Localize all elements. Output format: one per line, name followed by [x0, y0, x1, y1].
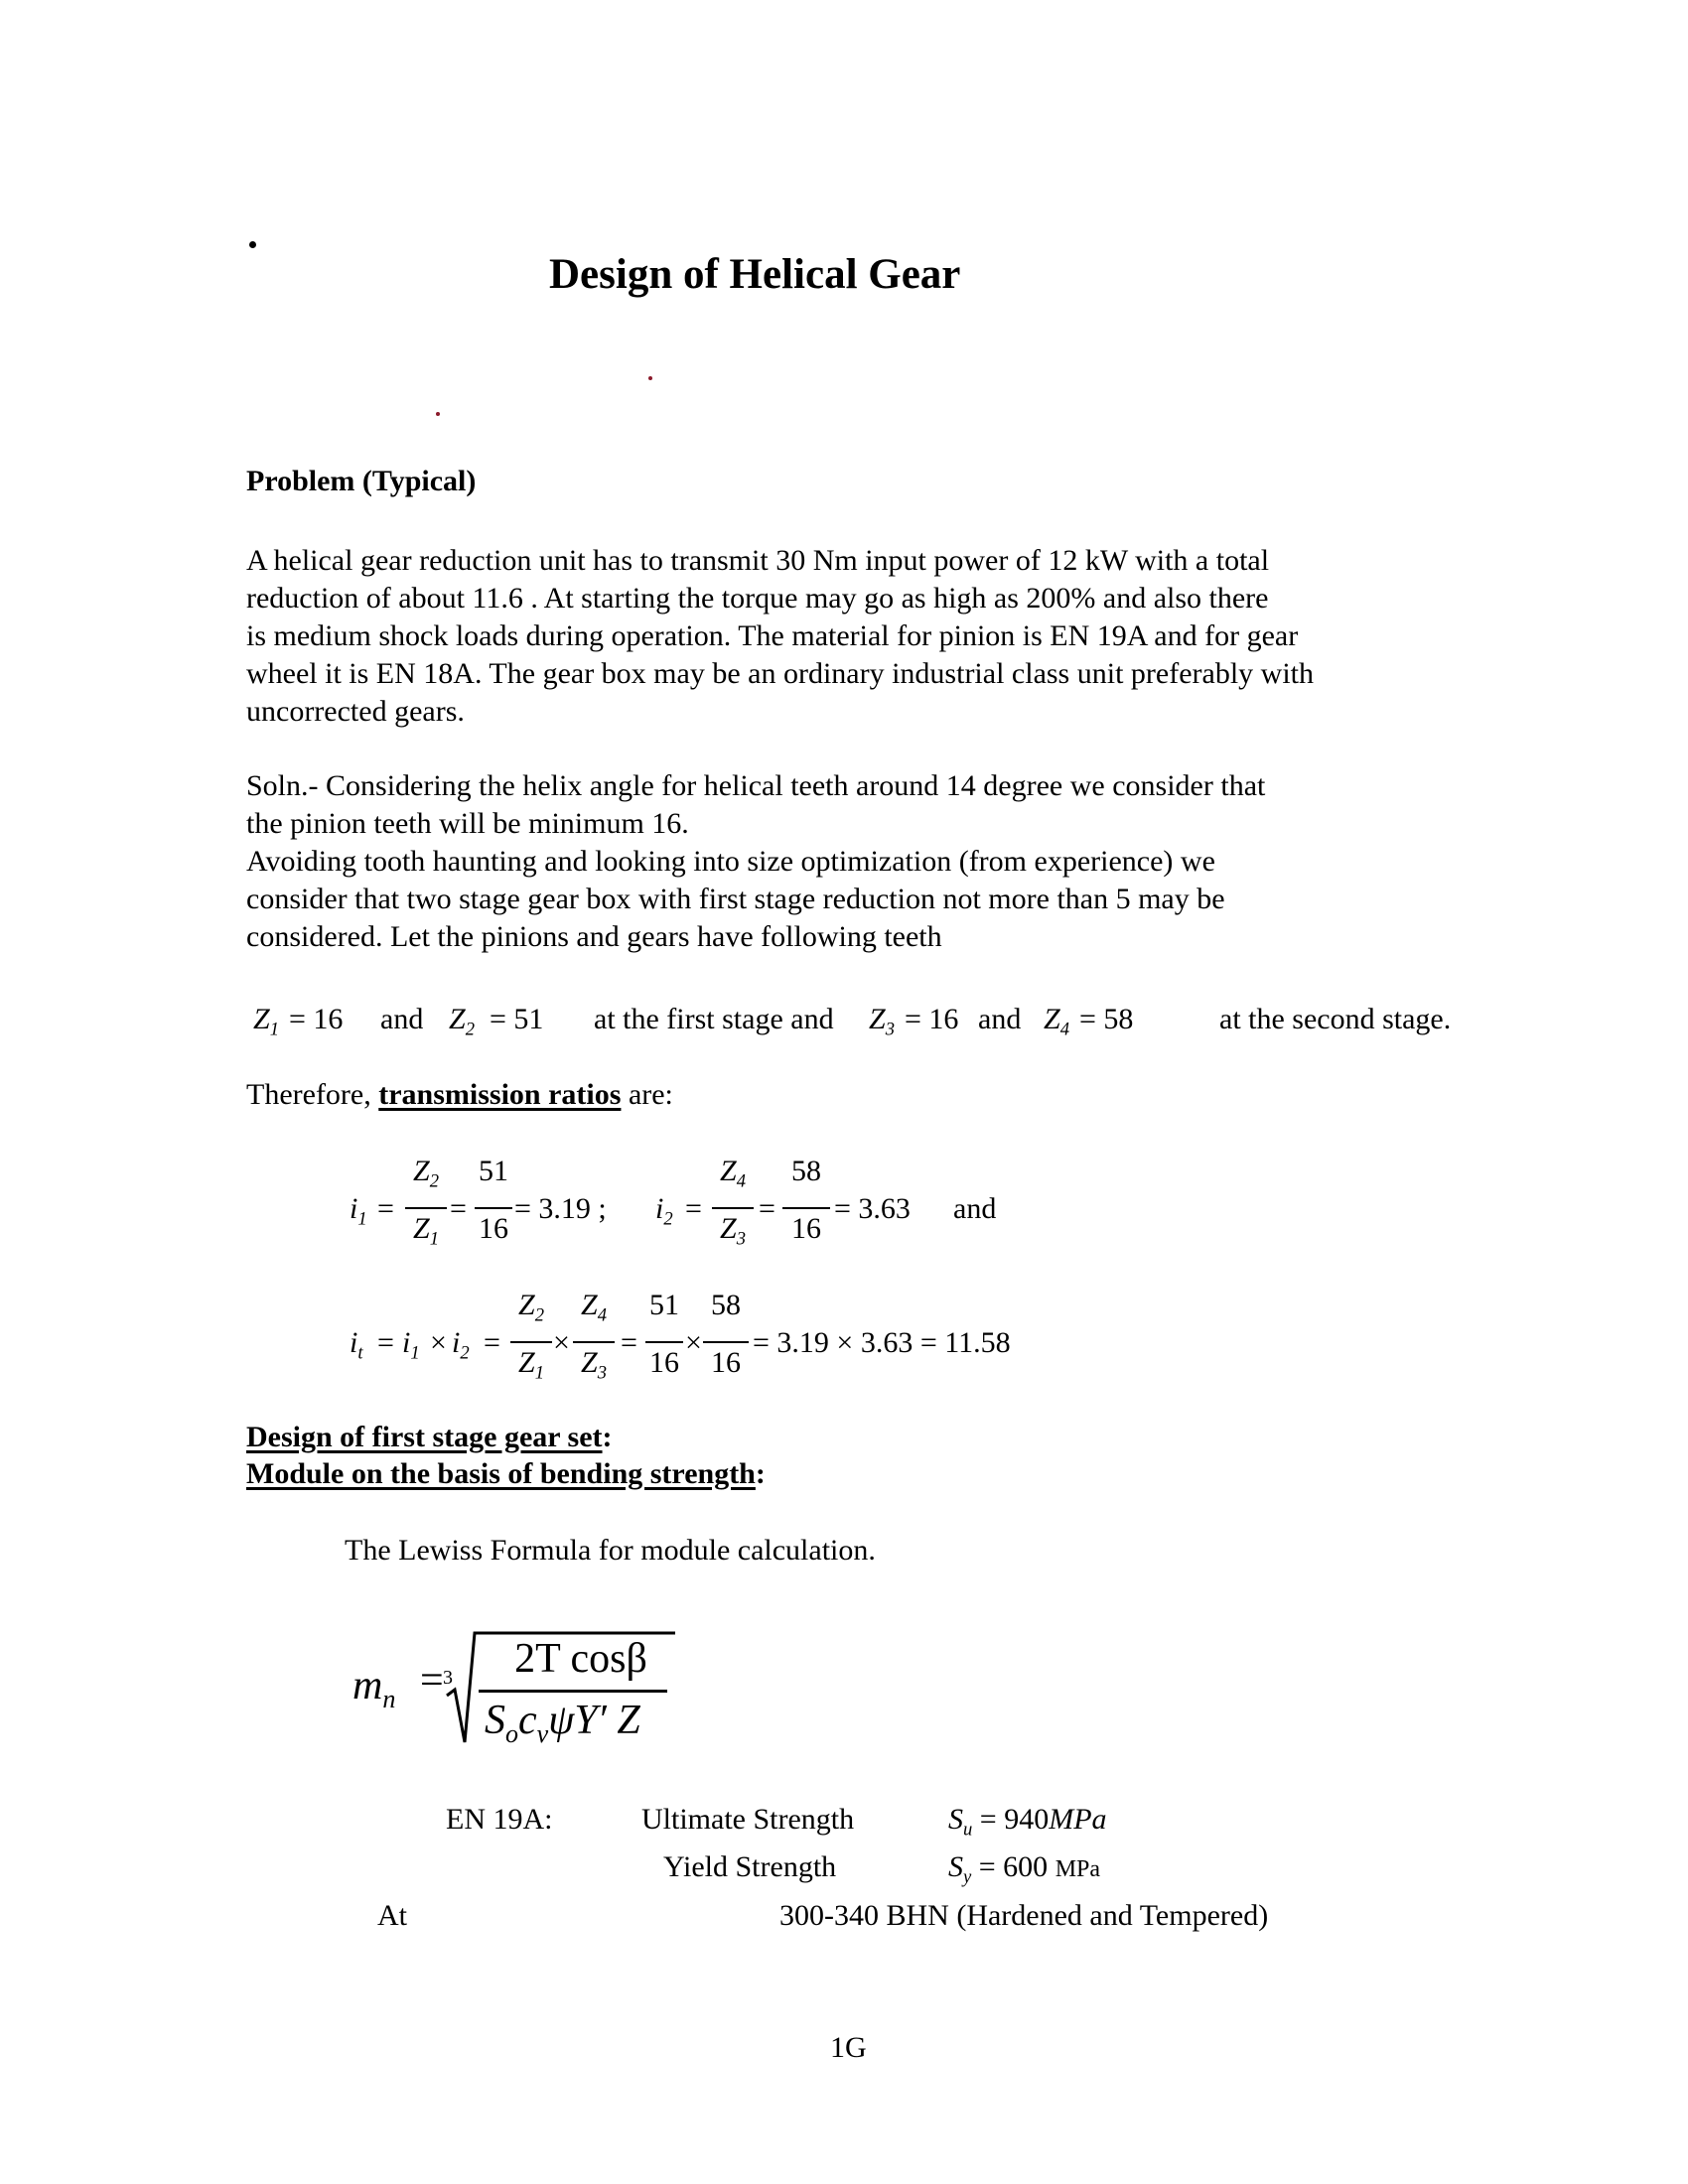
- hardness-value: 300-340 BHN (Hardened and Tempered): [779, 1899, 1269, 1932]
- fraction-51-16: [475, 1157, 512, 1246]
- stray-dot-red-2: [436, 412, 440, 416]
- denominator: $Z_1$: [413, 1212, 439, 1250]
- denominator: $Z_3$: [581, 1346, 607, 1384]
- and-text-1: and: [380, 1003, 424, 1035]
- problem-paragraph: [246, 542, 1314, 731]
- i1-symbol: $i_1$: [350, 1192, 367, 1230]
- fraction-z4-z3: [712, 1155, 754, 1250]
- equals-1: =: [377, 1192, 394, 1225]
- at-label: At: [377, 1899, 407, 1932]
- z3-value: = 16: [905, 1003, 959, 1035]
- numerator: 58: [711, 1289, 741, 1321]
- section-heading-first-stage-text: Design of first stage gear set: [246, 1421, 603, 1453]
- solution-line: Soln.- Considering the helix angle for helical teeth around 14 degree we consider that: [246, 769, 1266, 802]
- total-ratio-result: = 3.19 × 3.63 = 11.58: [753, 1326, 1011, 1359]
- denominator: 16: [711, 1346, 741, 1379]
- z4-symbol: $Z_4$: [1044, 1003, 1069, 1040]
- times-2: ×: [553, 1326, 570, 1359]
- fraction-58-16: [703, 1291, 749, 1380]
- i2-symbol: $i_2$: [452, 1326, 470, 1364]
- second-stage-text: at the second stage.: [1219, 1003, 1452, 1035]
- problem-line: is medium shock loads during operation. The material for pinion is EN 19A and for gear: [246, 619, 1299, 652]
- lewis-intro: The Lewiss Formula for module calculation.: [345, 1534, 876, 1567]
- first-stage-text: at the first stage and: [594, 1003, 834, 1035]
- equals-it: =: [377, 1326, 394, 1359]
- numerator: $Z_4$: [581, 1289, 607, 1326]
- problem-heading: Problem (Typical): [246, 465, 477, 497]
- z2-symbol: $Z_2$: [449, 1003, 475, 1040]
- i1-result: = 3.19 ;: [514, 1192, 607, 1225]
- equals-5: =: [484, 1326, 500, 1359]
- numerator: $Z_2$: [518, 1289, 544, 1326]
- ultimate-strength-value: $S_u = 940MPa$: [948, 1803, 1107, 1841]
- i2-result: = 3.63: [834, 1192, 911, 1225]
- problem-line: wheel it is EN 18A. The gear box may be an ordinary industrial class unit preferably with: [246, 657, 1314, 690]
- and-text-3: and: [953, 1192, 997, 1225]
- colon: :: [602, 1421, 613, 1453]
- numerator: $Z_2$: [413, 1155, 439, 1192]
- denominator: $Z_1$: [518, 1346, 544, 1384]
- numerator: 51: [649, 1289, 679, 1321]
- equals-6: =: [621, 1326, 637, 1359]
- solution-line: considered. Let the pinions and gears have following teeth: [246, 920, 942, 953]
- equals-3: =: [685, 1192, 702, 1225]
- numerator: 58: [791, 1155, 821, 1187]
- stray-dot-red-1: [648, 376, 652, 380]
- denominator: 16: [791, 1212, 821, 1245]
- colon: :: [755, 1457, 766, 1490]
- therefore-suffix: are:: [621, 1078, 673, 1111]
- bullet-mark: [249, 241, 256, 248]
- module-numerator: 2T cosβ: [514, 1636, 647, 1682]
- problem-line: uncorrected gears.: [246, 695, 465, 728]
- i2-symbol: $i_2$: [655, 1192, 673, 1230]
- numerator: 51: [479, 1155, 508, 1187]
- solution-line: the pinion teeth will be minimum 16.: [246, 807, 689, 840]
- equals-4: =: [759, 1192, 775, 1225]
- module-denominator: $S_oc_v\psi Y'$ Z: [485, 1698, 640, 1749]
- denominator: $Z_3$: [720, 1212, 746, 1250]
- problem-line: reduction of about 11.6 . At starting the torque may go as high as 200% and also there: [246, 582, 1269, 614]
- fraction-z2-z1: [510, 1289, 552, 1384]
- solution-paragraph: [246, 767, 1265, 956]
- solution-line: consider that two stage gear box with first stage reduction not more than 5 may be: [246, 883, 1225, 915]
- fraction-bar: [479, 1690, 667, 1693]
- solution-line: Avoiding tooth haunting and looking into size optimization (from experience) we: [246, 845, 1215, 878]
- equals-2: =: [450, 1192, 467, 1225]
- transmission-ratios-term: transmission ratios: [378, 1078, 622, 1111]
- problem-line: A helical gear reduction unit has to transmit 30 Nm input power of 12 kW with a total: [246, 544, 1270, 577]
- root-index: 3: [443, 1667, 453, 1689]
- i1-symbol: $i_1$: [402, 1326, 420, 1364]
- fraction-58-16: [782, 1157, 830, 1246]
- module-lhs: $m_n$: [352, 1663, 396, 1714]
- fraction-z2-z1: [405, 1155, 447, 1250]
- z1-symbol: $Z_1$: [253, 1003, 279, 1040]
- z2-value: = 51: [490, 1003, 544, 1035]
- and-text-2: and: [978, 1003, 1022, 1035]
- therefore-prefix: Therefore,: [246, 1078, 379, 1111]
- ultimate-strength-label: Ultimate Strength: [641, 1803, 855, 1836]
- section-heading-module: [246, 1459, 766, 1489]
- times-3: ×: [685, 1326, 702, 1359]
- times-1: ×: [430, 1326, 447, 1359]
- section-heading-module-text: Module on the basis of bending strength: [246, 1457, 756, 1490]
- denominator: 16: [479, 1212, 508, 1245]
- section-heading-first-stage: [246, 1423, 613, 1452]
- material-name: EN 19A:: [446, 1803, 553, 1836]
- fraction-51-16: [645, 1291, 683, 1380]
- numerator: $Z_4$: [720, 1155, 746, 1192]
- z3-symbol: $Z_3$: [869, 1003, 895, 1040]
- therefore-line: [246, 1080, 673, 1110]
- page-title: Design of Helical Gear: [549, 251, 961, 298]
- fraction-z4-z3: [573, 1289, 615, 1384]
- z4-value: = 58: [1079, 1003, 1134, 1035]
- page-number: 1G: [830, 2031, 867, 2064]
- denominator: 16: [649, 1346, 679, 1379]
- module-equals: =: [420, 1658, 444, 1704]
- yield-strength-value: $S_y = 600$ MPa: [948, 1850, 1101, 1888]
- it-symbol: $i_t$: [350, 1326, 363, 1364]
- z1-value: = 16: [289, 1003, 344, 1035]
- yield-strength-label: Yield Strength: [663, 1850, 837, 1883]
